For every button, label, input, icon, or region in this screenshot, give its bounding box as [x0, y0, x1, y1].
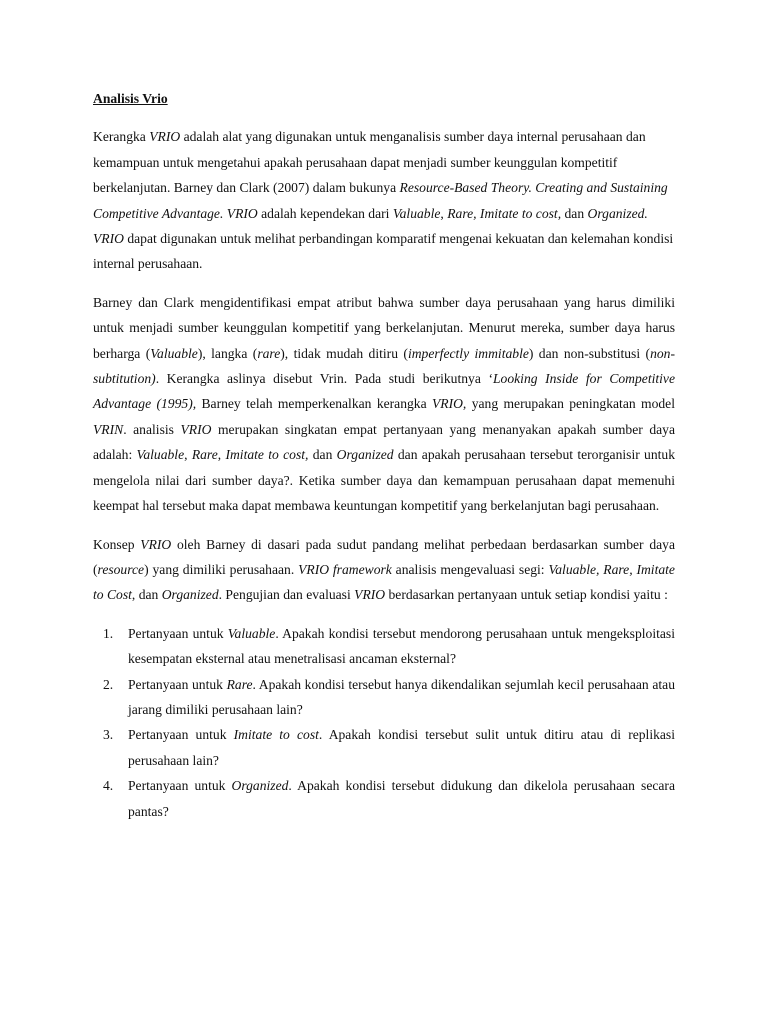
- text-run: ), langka (: [197, 345, 258, 361]
- text-run: Pertanyaan untuk: [128, 676, 227, 692]
- paragraph-2: [93, 290, 675, 519]
- list-number: 3.: [103, 727, 114, 743]
- list-number: 4.: [103, 778, 114, 794]
- document-body: [93, 86, 675, 824]
- italic-text: VRIO framework: [298, 561, 392, 577]
- text-run: . Apakah kondisi tersebut hanya dikendalikan sejumlah kecil perusahaan atau jarang dimiliki perusahaan lain?: [128, 676, 675, 717]
- text-run: . Apakah kondisi tersebut mendorong perusahaan untuk mengeksploitasi kesempatan eksternal atau menetralisasi ancaman eksternal?: [128, 625, 675, 667]
- italic-text: non-subtitution): [93, 345, 675, 387]
- question-list: [93, 621, 675, 824]
- italic-text: Imitate to cost,: [225, 447, 309, 463]
- text-run: . Pengujian dan evaluasi: [218, 587, 355, 603]
- text-run: adalah kependekan dari: [257, 205, 393, 221]
- italic-text: Rare: [226, 676, 253, 692]
- italic-text: Valuable, Rare, Imitate to Cost: [93, 561, 675, 603]
- document-title: Analisis Vrio: [93, 91, 168, 106]
- text-run: ) yang dimiliki perusahaan.: [144, 561, 299, 577]
- list-item-text: [128, 773, 675, 824]
- text-run: ,: [184, 447, 192, 463]
- list-item: [93, 722, 675, 773]
- text-run: dan: [561, 205, 588, 221]
- italic-text: Valuable: [227, 625, 276, 641]
- text-run: dan apakah perusahaan tersebut terorganisir untuk mengelola nilai dari sumber daya?. Ketika sumber daya dan kemampuan perusahaan dapat memenuhi keempat hal tersebut maka dapat membawa keuntungan kompetitif yang berkelanjutan bagi perusahaan.: [93, 447, 676, 514]
- text-run: . analisis: [123, 421, 181, 437]
- text-run: . Kerangka aslinya disebut Vrin. Pada studi berikutnya ‘: [155, 371, 493, 387]
- italic-text: Imitate to cost: [233, 727, 319, 743]
- italic-text: Valuable: [150, 345, 198, 361]
- italic-text: Rare, Imitate to cost,: [447, 205, 562, 221]
- paragraphs: [93, 124, 675, 607]
- text-run: Konsep: [93, 536, 141, 552]
- text-run: Pertanyaan untuk: [128, 625, 228, 641]
- text-run: Pertanyaan untuk: [128, 778, 232, 794]
- text-run: , dan: [131, 587, 162, 603]
- list-item: [93, 773, 675, 824]
- italic-text: resource: [97, 561, 145, 577]
- text-run: Kerangka: [93, 129, 150, 145]
- italic-text: Resource-Based Theory. Creating and Sustaining Competitive Advantage. VRIO: [93, 180, 668, 221]
- text-run: ,: [440, 205, 448, 221]
- italic-text: imperfectly immitable: [407, 345, 529, 361]
- text-run: ,: [217, 447, 226, 463]
- italic-text: VRIO: [140, 536, 172, 552]
- italic-text: Valuable: [136, 447, 185, 463]
- italic-text: Valuable: [392, 205, 441, 221]
- text-run: dan: [308, 447, 337, 463]
- list-item-text: [128, 621, 675, 672]
- paragraph-3: [93, 532, 675, 608]
- text-run: analisis mengevaluasi segi:: [391, 561, 549, 577]
- text-run: dapat digunakan untuk melihat perbandingan komparatif mengenai kekuatan dan kelemahan kondisi internal perusahaan.: [93, 231, 674, 272]
- italic-text: Organized: [231, 778, 289, 794]
- italic-text: VRIN: [93, 421, 124, 437]
- italic-text: VRIO,: [431, 396, 467, 412]
- text-run: Pertanyaan untuk: [128, 727, 234, 743]
- italic-text: Organized: [336, 447, 394, 463]
- italic-text: Organized: [161, 587, 219, 603]
- italic-text: Looking Inside for Competitive Advantage (1995),: [93, 371, 676, 412]
- text-run: oleh Barney di dasari pada sudut pandang melihat perbedaan berdasarkan sumber daya (: [93, 536, 675, 577]
- text-run: adalah alat yang digunakan untuk menganalisis sumber daya internal perusahaan dan kemampuan untuk mengetahui apakah perusahaan dapat menjadi sumber keunggulan kompetitif berkelanjutan. Barney dan Clark (2007) dalam bukunya: [93, 129, 646, 196]
- text-run: ) dan non-substitusi (: [528, 345, 651, 361]
- text-run: . Apakah kondisi tersebut sulit untuk ditiru atau di replikasi perusahaan lain?: [128, 727, 675, 768]
- text-run: yang merupakan peningkatan model: [466, 396, 675, 412]
- text-run: . Apakah kondisi tersebut didukung dan dikelola perusahaan secara pantas?: [128, 778, 675, 819]
- list-number: 2.: [103, 676, 114, 692]
- list-item: [93, 672, 675, 723]
- italic-text: VRIO: [149, 129, 181, 145]
- list-item-text: [128, 722, 675, 773]
- text-run: ), tidak mudah ditiru (: [280, 345, 408, 361]
- italic-text: rare: [257, 345, 281, 361]
- italic-text: Rare: [191, 447, 218, 463]
- text-run: Barney dan Clark mengidentifikasi empat atribut bahwa sumber daya perusahaan yang harus dimiliki untuk menjadi sumber keunggulan kompetitif yang berkelanjutan. Menurut mereka, sumber daya harus berharga (: [93, 294, 675, 361]
- paragraph-1: [93, 124, 675, 276]
- italic-text: Organized. VRIO: [93, 205, 648, 247]
- list-number: 1.: [103, 625, 114, 641]
- text-run: Barney telah memperkenalkan kerangka: [196, 396, 432, 412]
- text-run: berdasarkan pertanyaan untuk setiap kondisi yaitu :: [385, 587, 668, 603]
- italic-text: VRIO: [180, 421, 212, 437]
- italic-text: VRIO: [354, 587, 386, 603]
- list-item: [93, 621, 675, 672]
- list-item-text: [128, 672, 675, 723]
- text-run: merupakan singkatan empat pertanyaan yang menanyakan apakah sumber daya adalah:: [93, 421, 675, 463]
